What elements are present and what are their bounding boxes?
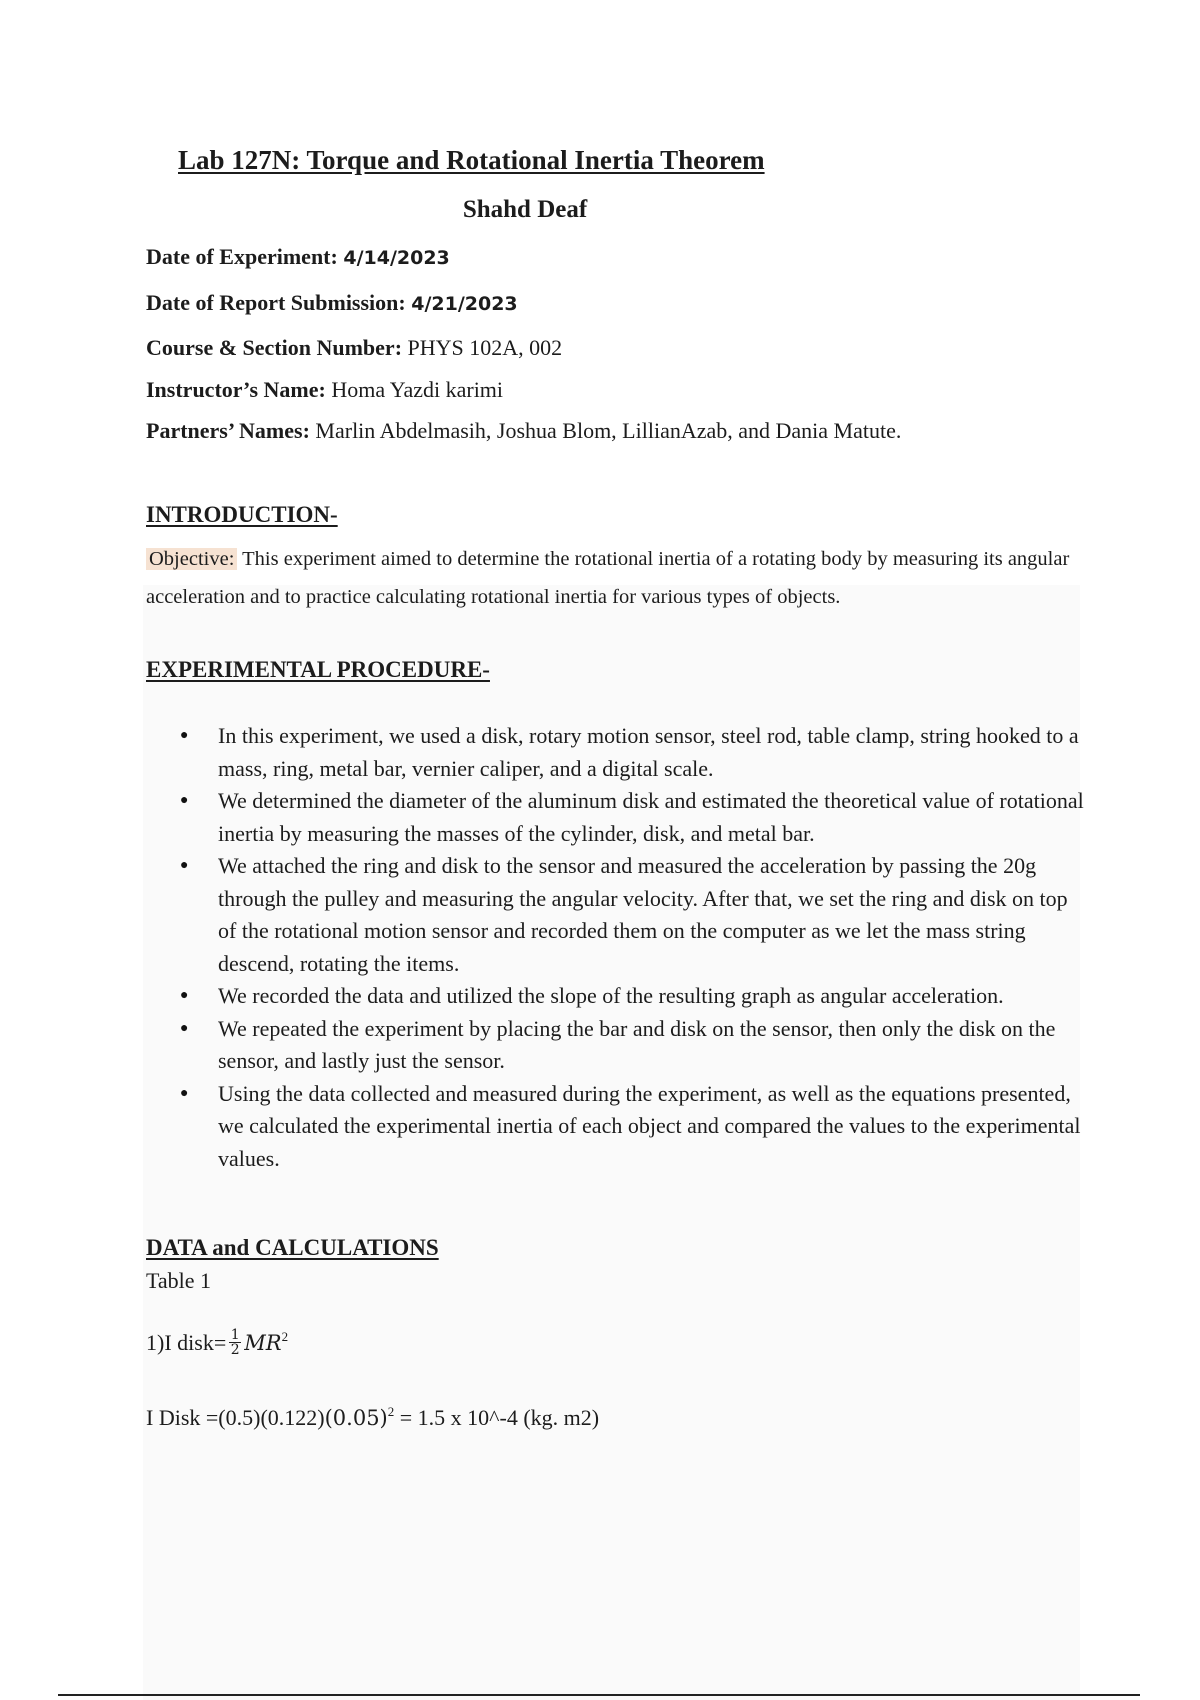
meta-label: Date of Experiment:: [146, 244, 344, 269]
meta-label: Partners’ Names:: [146, 418, 316, 443]
objective-label: Objective:: [146, 548, 237, 570]
equation-paren: (0.05): [324, 1406, 388, 1430]
meta-value: 4/14/2023: [343, 247, 450, 269]
meta-label: Date of Report Submission:: [146, 290, 412, 315]
meta-date-experiment: [146, 244, 450, 270]
bottom-divider: [58, 1694, 1140, 1696]
fraction-numerator: 1: [230, 1327, 240, 1343]
document-title: Lab 127N: Torque and Rotational Inertia Theorem: [178, 145, 765, 175]
equation-prefix: 1)I disk=: [146, 1329, 227, 1355]
table-label: Table 1: [146, 1268, 212, 1293]
procedure-list: [180, 720, 1085, 1175]
author-name: Shahd Deaf: [462, 196, 588, 223]
procedure-heading: EXPERIMENTAL PROCEDURE-: [146, 657, 490, 682]
list-item: ● We determined the diameter of the aluminum disk and estimated the theoretical value of rotational inertia by measuring the masses of the cylinder, disk, and metal bar.: [180, 785, 1085, 850]
meta-label: Instructor’s Name:: [146, 377, 332, 402]
equation-prefix: I Disk =(0.5)(0.122): [146, 1405, 325, 1430]
list-item: ● We recorded the data and utilized the slope of the resulting graph as angular acceleration.: [180, 980, 1085, 1013]
introduction-heading: INTRODUCTION-: [146, 502, 338, 527]
equation-i-disk-formula: [146, 1328, 288, 1357]
meta-partners: [146, 418, 901, 444]
objective-text: This experiment aimed to determine the rotational inertia of a rotating body by measuring its angular acceleration and to practice calculating rotational inertia for various types of objects.: [146, 548, 1070, 608]
fraction: [229, 1328, 241, 1357]
data-heading: DATA and CALCULATIONS: [146, 1235, 439, 1260]
meta-course-section: [146, 335, 562, 361]
objective-paragraph: [146, 540, 1081, 616]
list-item: ● Using the data collected and measured during the experiment, as well as the equations presented, we calculated the experimental inertia of each object and compared the values to the experimental values.: [180, 1078, 1085, 1176]
list-item: ● We repeated the experiment by placing the bar and disk on the sensor, then only the disk on the sensor, and lastly just the sensor.: [180, 1013, 1085, 1078]
meta-date-submission: [146, 290, 518, 316]
meta-value: Marlin Abdelmasih, Joshua Blom, LillianAzab, and Dania Matute.: [315, 418, 902, 443]
equation-exponent: 2: [387, 1404, 395, 1419]
equation-exponent: 2: [281, 1328, 289, 1344]
meta-instructor: [146, 377, 503, 403]
equation-i-disk-value: [146, 1405, 599, 1431]
meta-label: Course & Section Number:: [146, 335, 408, 360]
equation-expression: MR: [244, 1330, 282, 1355]
fraction-denominator: 2: [230, 1342, 240, 1358]
list-item: ● In this experiment, we used a disk, rotary motion sensor, steel rod, table clamp, string hooked to a mass, ring, metal bar, vernier caliper, and a digital scale.: [180, 720, 1085, 785]
meta-value: PHYS 102A, 002: [407, 335, 563, 360]
meta-value: 4/21/2023: [411, 293, 518, 315]
list-item: ● We attached the ring and disk to the sensor and measured the acceleration by passing the 20g through the pulley and measuring the angular velocity. After that, we set the ring and disk on top of the rotational motion sensor and recorded them on the computer as we let the mass string descend, rotating the items.: [180, 850, 1085, 980]
meta-value: Homa Yazdi karimi: [331, 377, 504, 402]
equation-result: = 1.5 x 10^-4 (kg. m2): [394, 1405, 600, 1430]
